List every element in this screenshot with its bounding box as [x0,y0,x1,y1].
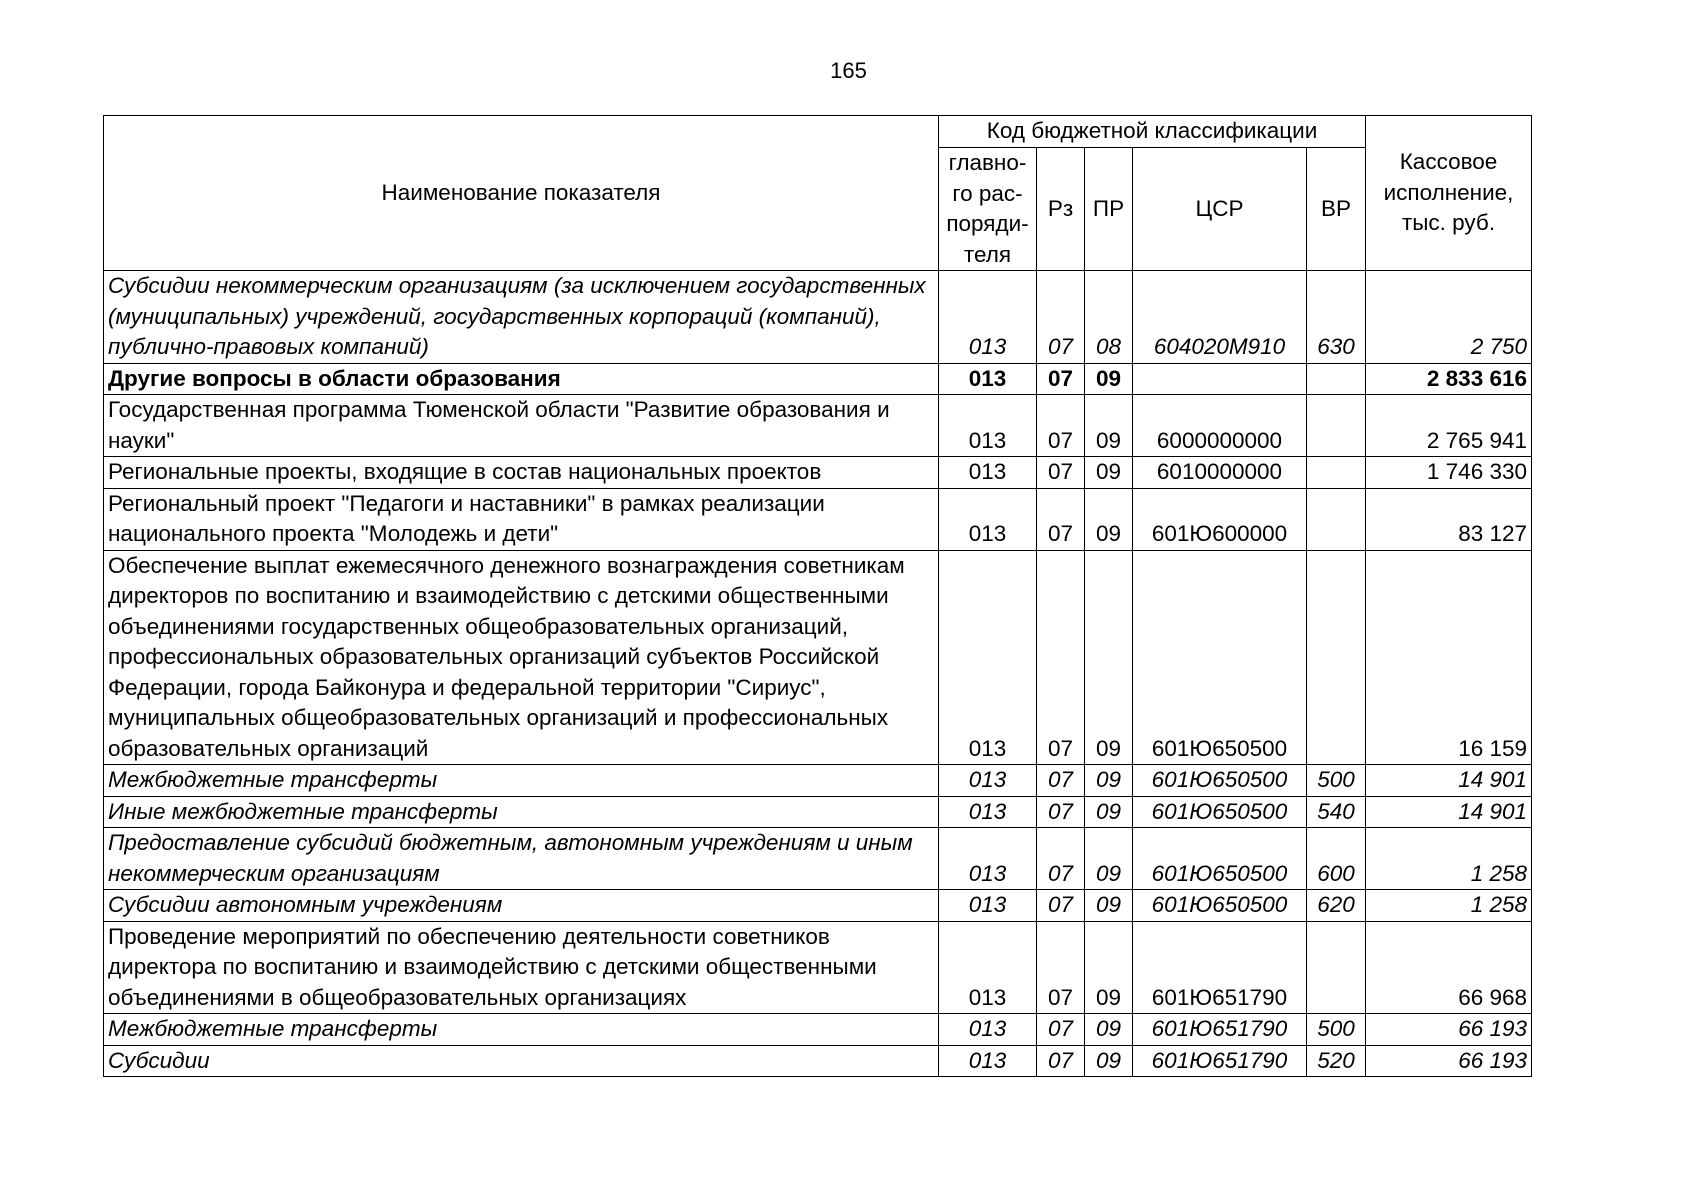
cell-vr: 500 [1307,1014,1366,1046]
cell-csr: 601Ю650500 [1133,765,1307,797]
cell-vr [1307,488,1366,550]
cell-amount: 2 765 941 [1366,395,1532,457]
cell-pr: 09 [1085,395,1133,457]
cell-pr: 09 [1085,550,1133,765]
header-amount-line: тыс. руб. [1401,210,1496,236]
cell-rz: 07 [1037,488,1085,550]
page-number: 165 [830,58,867,83]
cell-amount: 66 193 [1366,1014,1532,1046]
cell-name: Субсидии некоммерческим организациям (за исключением государственных (муниципальных) учреждений, государственных корпораций (компаний), публично-правовых компаний) [104,271,939,364]
cell-csr: 601Ю650500 [1133,890,1307,922]
cell-vr: 620 [1307,890,1366,922]
cell-csr: 601Ю650500 [1133,796,1307,828]
table-row [104,890,1532,922]
cell-rz: 07 [1037,890,1085,922]
cell-name: Межбюджетные трансферты [104,765,939,797]
cell-pr: 09 [1085,921,1133,1014]
cell-vr: 630 [1307,271,1366,364]
cell-csr [1133,363,1307,395]
cell-rz: 07 [1037,395,1085,457]
cell-rz: 07 [1037,457,1085,489]
cell-amount: 2 833 616 [1366,363,1532,395]
cell-vr [1307,363,1366,395]
cell-pr: 09 [1085,488,1133,550]
header-pr: ПР [1085,148,1133,271]
table-row [104,765,1532,797]
cell-vr [1307,921,1366,1014]
header-vr: ВР [1307,148,1366,271]
cell-name: Субсидии [104,1045,939,1077]
header-csr: ЦСР [1133,148,1307,271]
cell-rz: 07 [1037,765,1085,797]
table-row [104,550,1532,765]
table-row [104,363,1532,395]
cell-csr: 6000000000 [1133,395,1307,457]
cell-vr [1307,550,1366,765]
cell-amount: 16 159 [1366,550,1532,765]
cell-rz: 07 [1037,921,1085,1014]
cell-rz: 07 [1037,1045,1085,1077]
cell-vr: 540 [1307,796,1366,828]
cell-glavn: 013 [939,890,1037,922]
cell-pr: 09 [1085,765,1133,797]
header-glavn-line: поряди- [946,211,1029,236]
cell-glavn: 013 [939,921,1037,1014]
cell-pr: 09 [1085,1045,1133,1077]
table-row [104,271,1532,364]
cell-amount: 1 258 [1366,890,1532,922]
cell-csr: 601Ю651790 [1133,921,1307,1014]
cell-glavn: 013 [939,1014,1037,1046]
cell-vr [1307,395,1366,457]
cell-glavn: 013 [939,550,1037,765]
cell-rz: 07 [1037,1014,1085,1046]
cell-name: Региональный проект "Педагоги и наставники" в рамках реализации национального проекта "Молодежь и дети" [104,488,939,550]
cell-glavn: 013 [939,796,1037,828]
table-row [104,457,1532,489]
cell-vr: 500 [1307,765,1366,797]
cell-pr: 09 [1085,363,1133,395]
cell-rz: 07 [1037,363,1085,395]
cell-amount: 1 258 [1366,828,1532,890]
table-row [104,1014,1532,1046]
cell-vr: 520 [1307,1045,1366,1077]
cell-pr: 09 [1085,457,1133,489]
cell-amount: 2 750 [1366,271,1532,364]
cell-amount: 1 746 330 [1366,457,1532,489]
cell-rz: 07 [1037,550,1085,765]
cell-glavn: 013 [939,1045,1037,1077]
budget-table [103,115,1532,1077]
cell-csr: 601Ю651790 [1133,1014,1307,1046]
cell-pr: 08 [1085,271,1133,364]
cell-rz: 07 [1037,271,1085,364]
cell-csr: 601Ю650500 [1133,828,1307,890]
cell-amount: 83 127 [1366,488,1532,550]
header-glavn-line: го рас- [952,180,1023,206]
cell-glavn: 013 [939,457,1037,489]
header-glavn [939,148,1037,271]
cell-csr: 601Ю600000 [1133,488,1307,550]
cell-amount: 66 193 [1366,1045,1532,1077]
cell-name: Субсидии автономным учреждениям [104,890,939,922]
cell-amount: 14 901 [1366,765,1532,797]
header-glavn-line: главно- [948,150,1027,175]
cell-pr: 09 [1085,828,1133,890]
cell-pr: 09 [1085,890,1133,922]
cell-vr [1307,457,1366,489]
header-amount [1366,116,1532,271]
cell-name: Межбюджетные трансферты [104,1014,939,1046]
cell-pr: 09 [1085,1014,1133,1046]
header-row-1 [104,116,1532,148]
cell-glavn: 013 [939,828,1037,890]
cell-csr: 604020М910 [1133,271,1307,364]
header-amount-line: исполнение, [1383,179,1514,205]
table-row [104,828,1532,890]
header-code-group: Код бюджетной классификации [939,116,1366,148]
cell-name: Проведение мероприятий по обеспечению деятельности советников директора по воспитанию и взаимодействию с детскими общественными объединениями в общеобразовательных организациях [104,921,939,1014]
header-glavn-line: теля [963,241,1012,267]
cell-csr: 601Ю650500 [1133,550,1307,765]
cell-glavn: 013 [939,363,1037,395]
header-name: Наименование показателя [104,116,939,271]
header-amount-line: Кассовое [1399,149,1498,175]
cell-name: Обеспечение выплат ежемесячного денежного вознаграждения советникам директоров по воспитанию и взаимодействию с детскими общественными объединениями государственных общеобразовательных организаций, профессиональных образовательных организаций субъектов Российской Федерации, города Байконура и федеральной территории "Сириус", муниципальных общеобразовательных организаций и профессиональных образовательных организаций [104,550,939,765]
cell-csr: 601Ю651790 [1133,1045,1307,1077]
cell-csr: 6010000000 [1133,457,1307,489]
cell-glavn: 013 [939,271,1037,364]
cell-amount: 14 901 [1366,796,1532,828]
cell-name: Предоставление субсидий бюджетным, автономным учреждениям и иным некоммерческим организациям [104,828,939,890]
cell-name: Региональные проекты, входящие в состав национальных проектов [104,457,939,489]
header-rz: Рз [1037,148,1085,271]
cell-rz: 07 [1037,796,1085,828]
cell-name: Иные межбюджетные трансферты [104,796,939,828]
table-row [104,921,1532,1014]
cell-amount: 66 968 [1366,921,1532,1014]
cell-glavn: 013 [939,765,1037,797]
table-row [104,1045,1532,1077]
table-row [104,488,1532,550]
cell-glavn: 013 [939,395,1037,457]
cell-glavn: 013 [939,488,1037,550]
cell-vr: 600 [1307,828,1366,890]
table-row [104,796,1532,828]
cell-name: Государственная программа Тюменской области "Развитие образования и науки" [104,395,939,457]
cell-rz: 07 [1037,828,1085,890]
cell-pr: 09 [1085,796,1133,828]
cell-name: Другие вопросы в области образования [104,363,939,395]
table-row [104,395,1532,457]
